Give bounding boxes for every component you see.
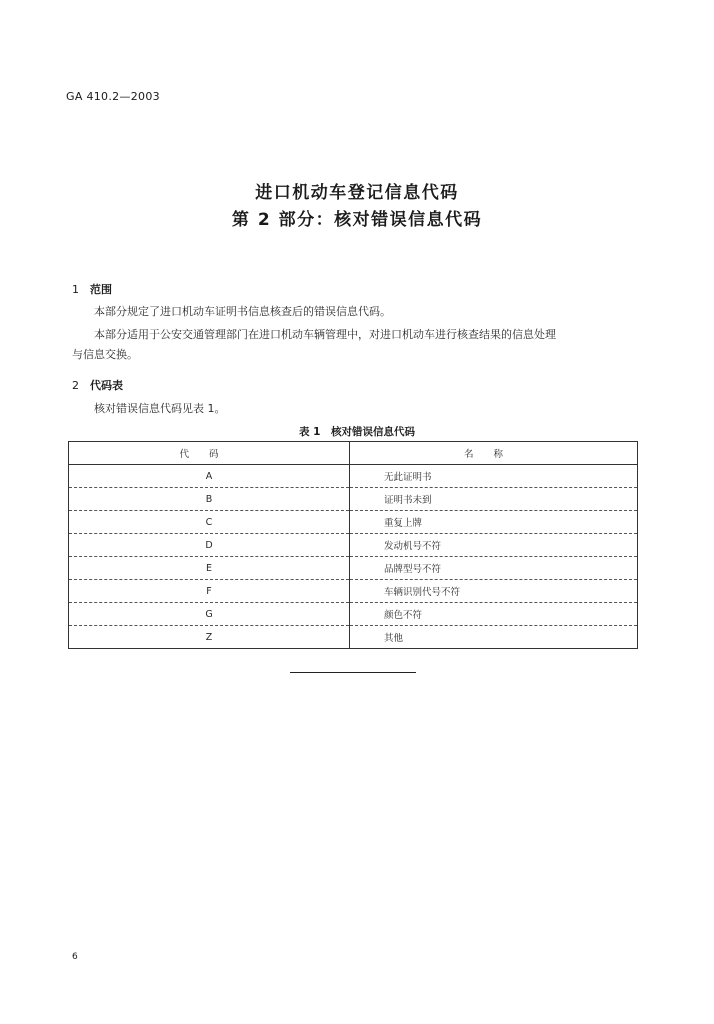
page-number: 6 [72, 952, 78, 962]
name-cell: 证明书未到 [350, 488, 638, 511]
code-cell: E [69, 557, 350, 580]
table-row [69, 580, 638, 603]
table-row [69, 557, 638, 580]
name-cell: 颜色不符 [350, 603, 638, 626]
section-2-paragraph: 核对错误信息代码见表 1。 [94, 402, 226, 415]
name-cell: 品牌型号不符 [350, 557, 638, 580]
code-cell: Z [69, 626, 350, 649]
standard-code: GA 410.2—2003 [66, 90, 160, 103]
section-2-heading [72, 377, 123, 393]
code-cell: A [69, 465, 350, 488]
section-1-title: 范围 [90, 283, 112, 296]
name-cell: 重复上牌 [350, 511, 638, 534]
section-1-number: 1 [72, 283, 79, 296]
name-cell: 无此证明书 [350, 465, 638, 488]
section-2-number: 2 [72, 379, 79, 392]
table-row [69, 626, 638, 649]
code-cell: B [69, 488, 350, 511]
table-row [69, 488, 638, 511]
table-row [69, 534, 638, 557]
table-row [69, 603, 638, 626]
code-cell: F [69, 580, 350, 603]
column-header-name: 名称 [350, 442, 638, 465]
document-title-line2: 第 2 部分：核对错误信息代码 [231, 210, 483, 230]
section-1-heading [72, 281, 112, 297]
name-cell: 其他 [350, 626, 638, 649]
table-caption: 表 1 核对错误信息代码 [299, 426, 415, 438]
section-1-paragraph-2-line-2: 与信息交换。 [72, 348, 138, 361]
section-2-title: 代码表 [90, 379, 123, 392]
name-cell: 发动机号不符 [350, 534, 638, 557]
table-header-row [69, 442, 638, 465]
code-cell: C [69, 511, 350, 534]
section-1-paragraph-2-line-1: 本部分适用于公安交通管理部门在进口机动车辆管理中，对进口机动车进行核查结果的信息处理 [94, 328, 556, 341]
code-cell: D [69, 534, 350, 557]
end-of-document-rule [290, 672, 416, 673]
code-cell: G [69, 603, 350, 626]
document-title-line1: 进口机动车登记信息代码 [255, 183, 459, 203]
name-cell: 车辆识别代号不符 [350, 580, 638, 603]
table-row [69, 465, 638, 488]
section-1-paragraph-1: 本部分规定了进口机动车证明书信息核查后的错误信息代码。 [94, 305, 391, 318]
column-header-code: 代码 [69, 442, 350, 465]
table-row [69, 511, 638, 534]
error-code-table [68, 441, 638, 649]
